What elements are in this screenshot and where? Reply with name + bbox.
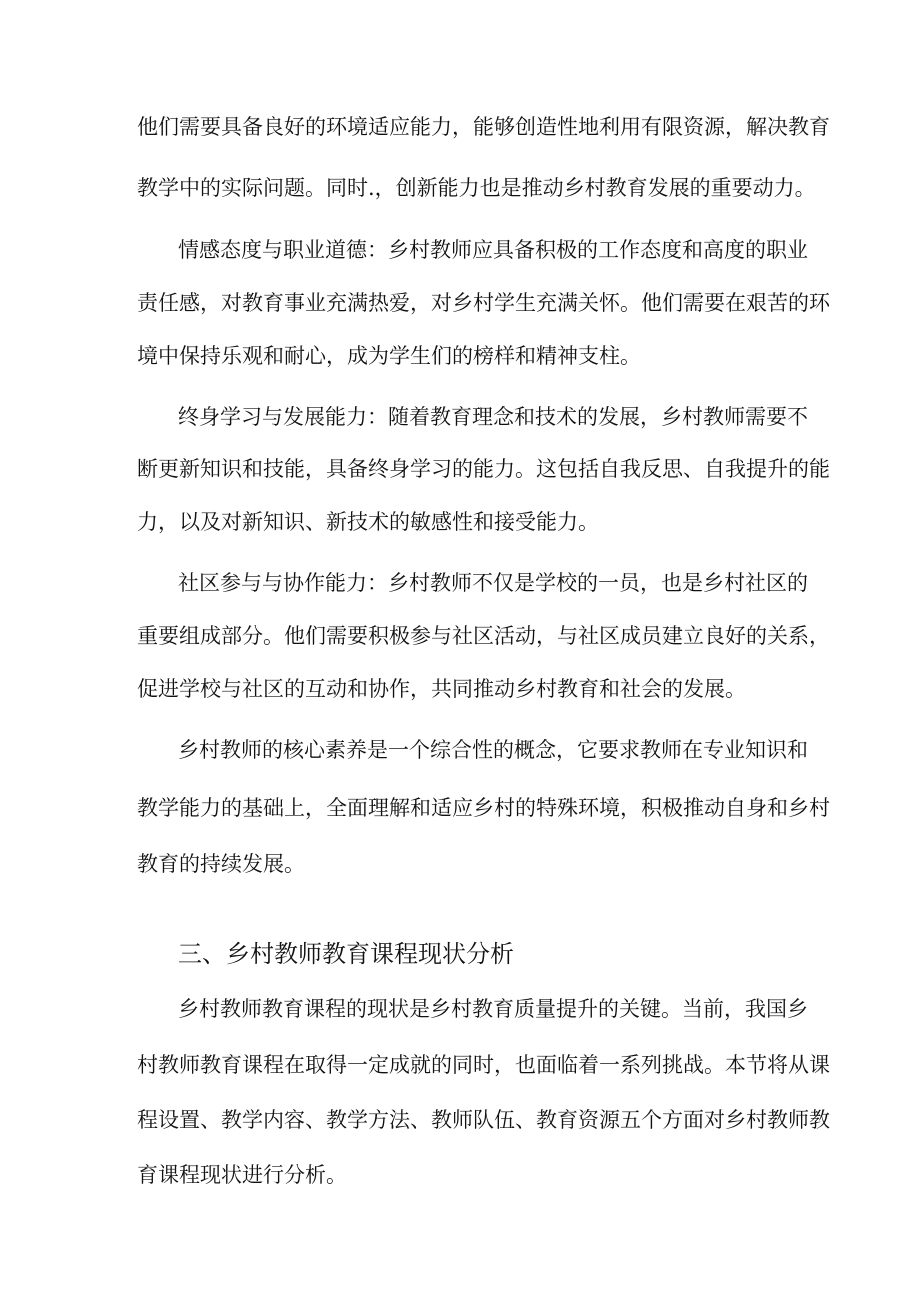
paragraph-line: 情感态度与职业道德：乡村教师应具备积极的工作态度和高度的职业 [178, 238, 808, 262]
paragraph-line: 乡村教师教育课程的现状是乡村教育质量提升的关键。当前，我国乡 [178, 997, 808, 1021]
paragraph-line: 教学能力的基础上，全面理解和适应乡村的特殊环境，积极推动自身和乡村 [137, 796, 830, 820]
section-heading: 三、乡村教师教育课程现状分析 [178, 940, 514, 968]
paragraph-line: 程设置、教学内容、教学方法、教师队伍、教育资源五个方面对乡村教师教 [137, 1108, 830, 1132]
paragraph-line: 教育的持续发展。 [137, 852, 305, 876]
paragraph-line: 社区参与与协作能力：乡村教师不仅是学校的一员，也是乡村社区的 [178, 571, 808, 595]
paragraph-line: 教学中的实际问题。同时.，创新能力也是推动乡村教育发展的重要动力。 [137, 176, 816, 200]
paragraph-line: 力，以及对新知识、新技术的敏感性和接受能力。 [137, 510, 599, 534]
paragraph-line: 村教师教育课程在取得一定成就的同时，也面临着一系列挑战。本节将从课 [137, 1053, 830, 1077]
paragraph-line: 断更新知识和技能，具备终身学习的能力。这包括自我反思、自我提升的能 [137, 457, 830, 481]
paragraph-line: 责任感，对教育事业充满热爱，对乡村学生充满关怀。他们需要在艰苦的环 [137, 291, 830, 315]
paragraph-line: 境中保持乐观和耐心，成为学生们的榜样和精神支柱。 [137, 344, 641, 368]
paragraph-line: 育课程现状进行分析。 [137, 1163, 347, 1187]
paragraph-line: 乡村教师的核心素养是一个综合性的概念，它要求教师在专业知识和 [178, 738, 808, 762]
paragraph-line: 促进学校与社区的互动和协作，共同推动乡村教育和社会的发展。 [137, 677, 746, 701]
paragraph-line: 他们需要具备良好的环境适应能力，能够创造性地利用有限资源，解决教育 [137, 115, 830, 139]
paragraph-line: 重要组成部分。他们需要积极参与社区活动，与社区成员建立良好的关系， [137, 624, 830, 648]
paragraph-line: 终身学习与发展能力：随着教育理念和技术的发展，乡村教师需要不 [178, 405, 808, 429]
